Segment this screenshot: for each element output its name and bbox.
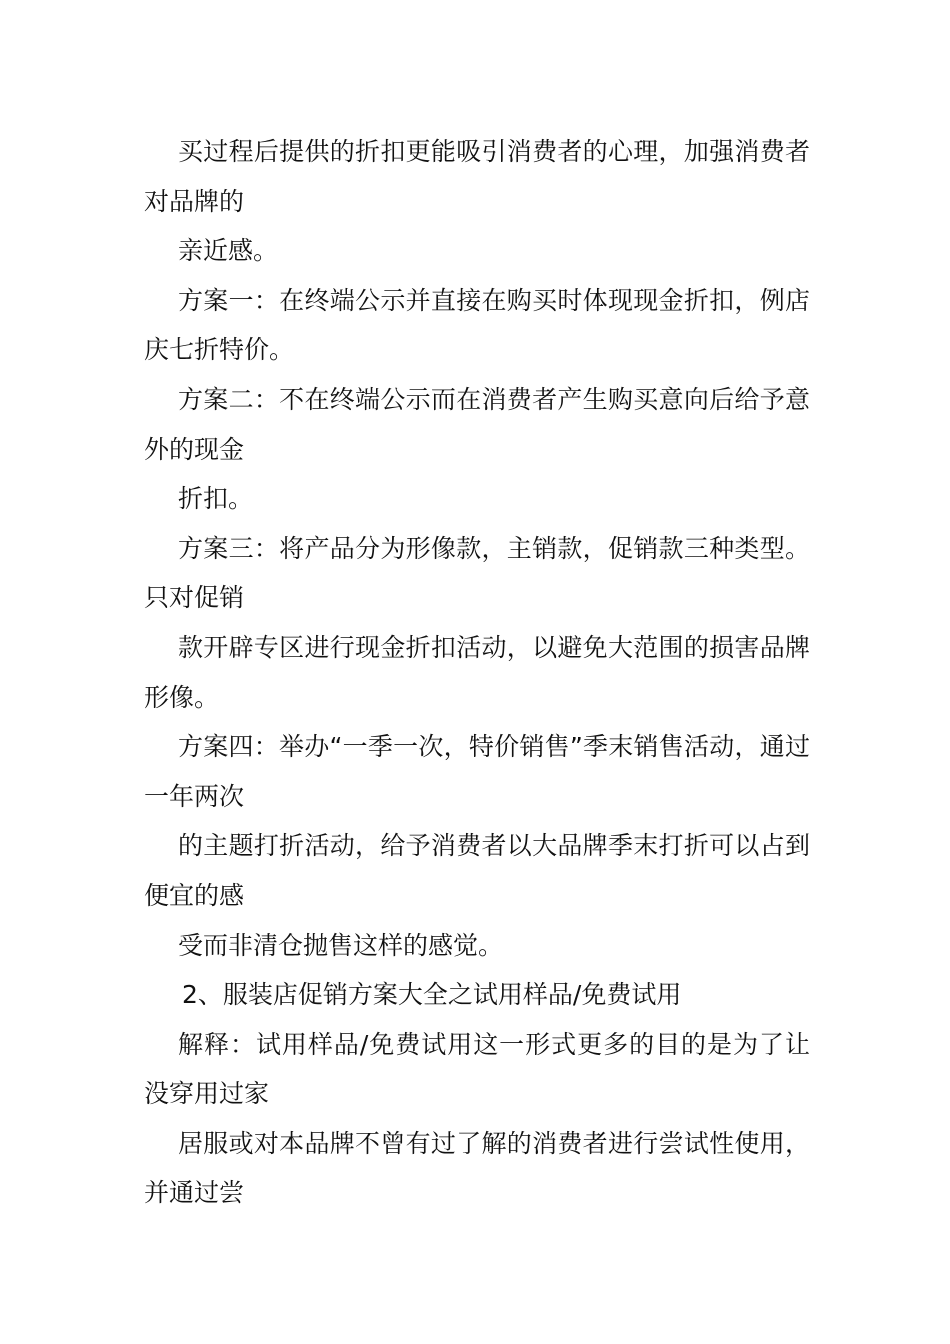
- document-body: [144, 127, 810, 1218]
- paragraph: 款开辟专区进行现金折扣活动，以避免大范围的损害品牌形像。: [144, 632, 810, 712]
- paragraph: 居服或对本品牌不曾有过了解的消费者进行尝试性使用，并通过尝: [144, 1128, 810, 1208]
- paragraph-plan-two: 方案二：不在终端公示而在消费者产生购买意向后给予意外的现金: [144, 384, 810, 464]
- paragraph: 买过程后提供的折扣更能吸引消费者的心理，加强消费者对品牌的: [144, 137, 810, 216]
- paragraph-plan-four: 方案四：举办“一季一次，特价销售”季末销售活动，通过一年两次: [144, 732, 810, 811]
- paragraph: 的主题打折活动，给予消费者以大品牌季末打折可以占到便宜的感: [144, 831, 810, 910]
- paragraph-explanation: 解释：试用样品/免费试用这一形式更多的目的是为了让没穿用过家: [144, 1029, 810, 1109]
- section-heading: 2、服装店促销方案大全之试用样品/免费试用: [182, 980, 682, 1010]
- paragraph-plan-three: 方案三：将产品分为形像款，主销款，促销款三种类型。只对促销: [144, 533, 810, 613]
- paragraph: 亲近感。: [178, 236, 279, 266]
- paragraph: 受而非清仓抛售这样的感觉。: [178, 930, 504, 960]
- paragraph: 折扣。: [178, 484, 254, 514]
- paragraph-plan-one: 方案一：在终端公示并直接在购买时体现现金折扣，例店庆七折特价。: [144, 285, 810, 365]
